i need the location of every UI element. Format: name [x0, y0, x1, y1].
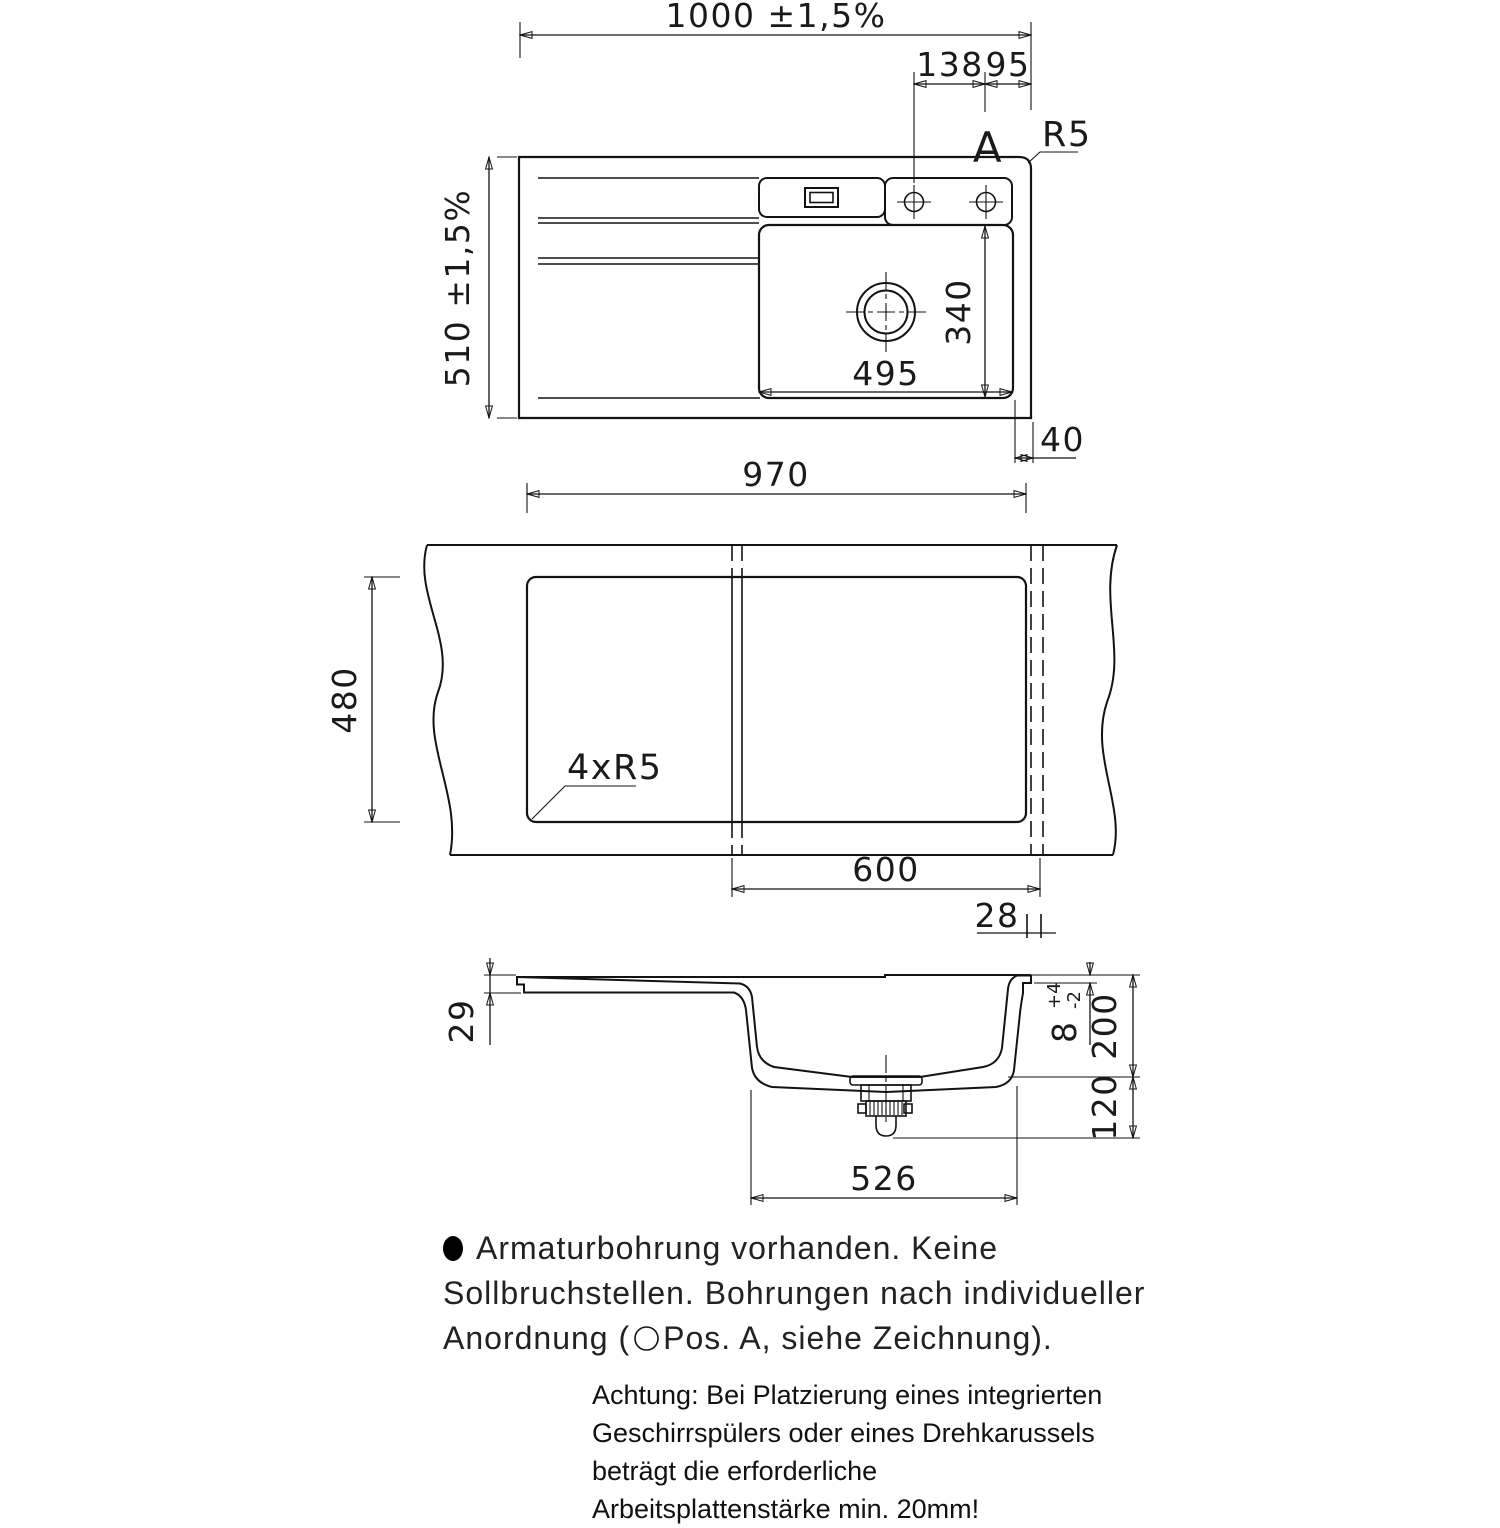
hole-position-label: A	[972, 123, 1004, 172]
dim-cutout-width-label: 970	[742, 455, 810, 494]
filled-hole-icon	[443, 1236, 463, 1261]
drain-thread-lines	[870, 1102, 902, 1115]
faucet-hole-marker	[897, 185, 931, 219]
note-holes-line3b: Pos. A, siehe Zeichnung).	[663, 1320, 1053, 1356]
dim-rim-thickness-label: 8	[1045, 1020, 1084, 1043]
plan-view	[438, 0, 1092, 463]
dim-edge-thickness-label: 29	[442, 998, 481, 1044]
corner-radius-label: R5	[1042, 115, 1092, 155]
dim-bowl-depth-label: 340	[939, 278, 978, 346]
cutout-view	[325, 455, 1117, 938]
overflow-panel	[759, 178, 885, 217]
dim-bowl-width-label: 495	[852, 354, 920, 393]
note-holes-line2: Sollbruchstellen. Bohrungen nach individueller	[443, 1275, 1146, 1311]
note-warning	[592, 1376, 1102, 1528]
note-holes-line1: Armaturbohrung vorhanden. Keine	[476, 1230, 998, 1266]
cutout-radius-callout	[532, 748, 663, 819]
drainboard-grooves	[538, 178, 760, 398]
partition-lines	[732, 545, 742, 855]
dim-bowl-section	[732, 850, 1040, 897]
dim-cutout-width	[527, 455, 1026, 513]
corner-radius-callout	[1028, 115, 1092, 163]
optional-hole-marker	[969, 185, 1003, 219]
cutout-radius-label: 4xR5	[567, 748, 663, 788]
dim-hole-edge-label: 95	[985, 45, 1031, 84]
note-warning-line3: beträgt die erforderliche	[592, 1456, 878, 1486]
dim-right-gap-label: 40	[1040, 420, 1085, 459]
dim-edge-thickness	[442, 958, 521, 1045]
drain-assembly	[850, 1055, 922, 1136]
dim-offset-label: 28	[974, 896, 1020, 935]
dim-hole-spacing-label: 138	[916, 45, 984, 84]
dim-right-gap	[1015, 400, 1085, 463]
hidden-edge-lines	[1031, 545, 1043, 855]
drain-hole	[846, 272, 926, 352]
dim-drain-height-label: 120	[1085, 1073, 1124, 1141]
note-warning-line4: Arbeitsplattenstärke min. 20mm!	[592, 1494, 980, 1524]
note-holes-line3a: Anordnung (	[443, 1320, 631, 1356]
rim-edge-line	[517, 975, 1031, 977]
countertop-outline	[424, 545, 1117, 855]
dim-bowl-width-section	[751, 1086, 1017, 1205]
dim-overall-width-label: 1000 ±1,5%	[665, 0, 887, 35]
dim-overall-depth-label: 510 ±1,5%	[438, 188, 477, 388]
dim-rim-tol-minus: -2	[1064, 991, 1085, 1009]
dim-cutout-depth	[325, 577, 400, 822]
dim-bowl-depth-section-label: 200	[1085, 992, 1124, 1060]
note-warning-line2: Geschirrspülers oder eines Drehkarussels	[592, 1418, 1095, 1448]
dim-bowl-width-section-label: 526	[850, 1159, 918, 1198]
dim-cutout-depth-label: 480	[325, 666, 364, 734]
dim-offset	[975, 896, 1057, 938]
hatched-hole-icon	[633, 1325, 660, 1352]
note-holes	[443, 1226, 1145, 1361]
dim-bowl-section-label: 600	[852, 850, 920, 889]
dim-rim-tol-plus: +4	[1044, 982, 1065, 1009]
note-warning-line1: Achtung: Bei Platzierung eines integrierten	[592, 1380, 1103, 1410]
overflow-window-inner	[810, 193, 833, 203]
section-view	[442, 958, 1140, 1205]
section-material	[517, 976, 1031, 1093]
dim-overall-depth	[438, 157, 517, 418]
